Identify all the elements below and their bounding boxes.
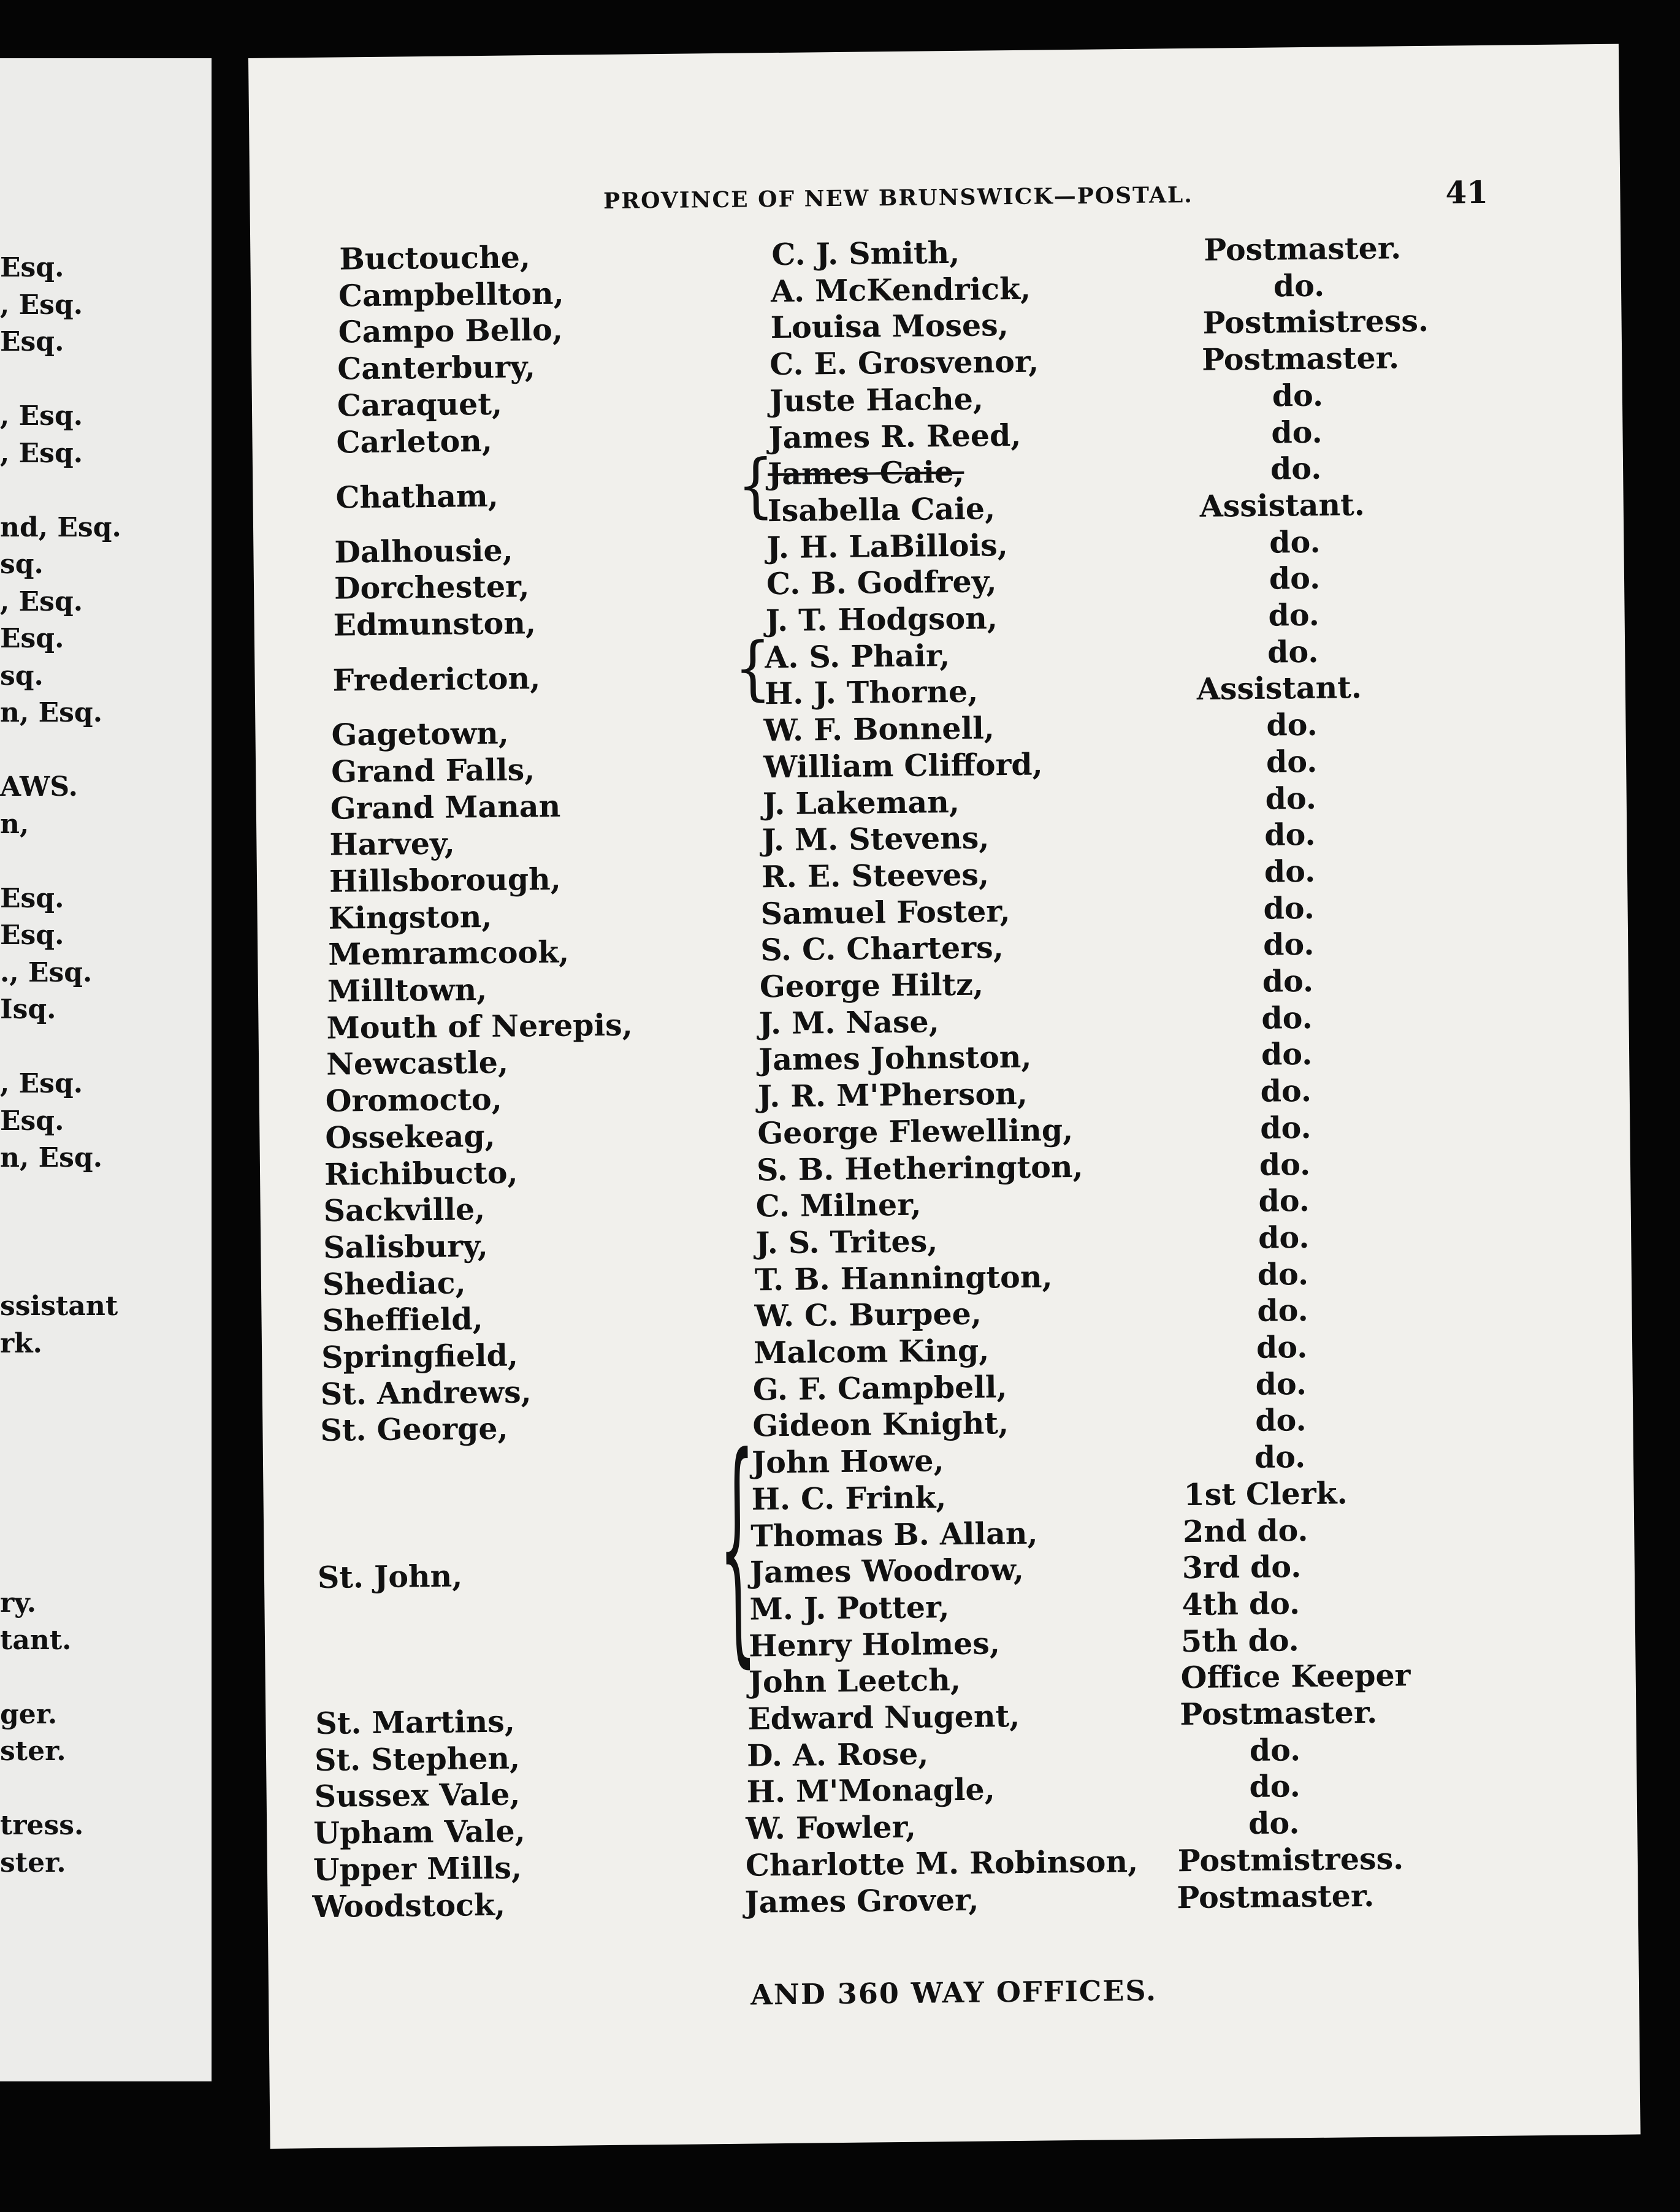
left-page-text: Esq. [0,882,64,914]
officer-name: J. Lakeman, [762,784,960,822]
officer-title: Office Keeper [1180,1657,1411,1696]
officer-title: do. [1261,1036,1313,1073]
left-page-text: n, [0,808,29,840]
officer-name: M. J. Potter, [749,1589,950,1627]
officer-title: do. [1249,1731,1301,1768]
place-name: St. Andrews, [320,1373,532,1412]
place-name: St. John, [317,1558,463,1595]
place-name: Milltown, [327,972,487,1009]
officer-name: James Johnston, [758,1039,1032,1078]
officer-name: J. H. LaBillois, [766,527,1009,565]
officer-name: Gideon Knight, [752,1405,1009,1444]
place-name: Gagetown, [331,715,510,753]
place-name: Sackville, [323,1191,486,1229]
left-page-text: sq. [0,549,44,580]
left-page-text: ., Esq. [0,956,93,988]
place-name: Dalhousie, [334,532,513,570]
page-number: 41 [1445,174,1489,211]
officer-title: 1st Clerk. [1183,1475,1348,1512]
place-name: Grand Falls, [330,751,535,790]
brace-icon: { [733,627,772,709]
officer-name: J. M. Stevens, [762,820,990,858]
officer-name: S. C. Charters, [760,929,1004,968]
officer-name: John Howe, [751,1443,944,1481]
officer-title: Postmaster. [1204,230,1402,268]
officer-name: Edward Nugent, [747,1698,1020,1737]
officer-title: do. [1273,267,1325,304]
place-name: Woodstock, [312,1886,506,1924]
left-page-text: , Esq. [0,585,83,617]
officer-name: Malcom King, [753,1332,990,1371]
officer-title: do. [1263,890,1315,926]
officer-title: do. [1248,1805,1300,1842]
place-name: Campo Bello, [338,312,563,350]
struck-name: James Caie, [767,454,964,492]
left-page-text: , Esq. [0,1068,83,1099]
place-name: Harvey, [329,825,456,863]
left-page-text: sq. [0,660,44,692]
officer-name: C. J. Smith, [771,234,960,273]
officer-name: Juste Hache, [769,381,984,419]
officer-name: Samuel Foster, [760,893,1010,931]
left-page-text: tant. [0,1624,72,1656]
officer-name: George Flewelling, [757,1112,1074,1151]
place-name: Dorchester, [334,568,530,606]
left-page-text: , Esq. [0,400,83,432]
officer-name: W. C. Burpee, [754,1295,982,1334]
officer-title: do. [1258,1183,1310,1219]
officer-title: do. [1260,1109,1312,1146]
officer-title: do. [1254,1439,1306,1476]
officer-title: 2nd do. [1182,1512,1308,1549]
officer-name: C. E. Grosvenor, [769,343,1039,383]
officer-name: Henry Holmes, [748,1625,1001,1664]
officer-title: do. [1255,1365,1307,1402]
place-name: Newcastle, [326,1045,509,1083]
place-name: Canterbury, [337,349,536,387]
place-name: Ossekeag, [325,1118,495,1156]
left-page-text: n, Esq. [0,697,103,728]
place-name: Carleton, [336,422,493,460]
officer-title: 5th do. [1180,1622,1299,1659]
left-page-text: Esq. [0,326,64,357]
place-name: Sheffield, [322,1301,483,1339]
place-name: Shediac, [322,1264,466,1302]
officer-name: D. A. Rose, [746,1736,929,1774]
officer-name: C. Milner, [755,1186,922,1224]
officer-name: Thomas B. Allan, [750,1515,1038,1554]
place-name: Mouth of Nerepis, [326,1007,633,1046]
officer-title: do. [1255,1402,1307,1439]
officer-name: R. E. Steeves, [761,856,990,895]
officer-title: Postmistress. [1202,303,1429,341]
place-name: Upham Vale, [313,1813,526,1852]
place-name: Upper Mills, [313,1850,522,1888]
left-page-text: , Esq. [0,289,83,321]
officer-title: do. [1257,1256,1309,1292]
left-page-text: , Esq. [0,437,83,469]
officer-title: do. [1267,633,1319,670]
brace-icon: { [736,444,775,526]
officer-name: C. B. Godfrey, [766,563,997,602]
officer-name: George Hiltz, [759,966,984,1005]
place-name: Richibucto, [324,1154,518,1192]
officer-title: do. [1272,377,1324,414]
officer-name: Charlotte M. Robinson, [745,1843,1139,1883]
officer-name: James Woodrow, [749,1552,1025,1590]
place-name: Fredericton, [332,660,541,699]
officer-title: do. [1271,414,1323,451]
officer-title: do. [1265,780,1317,817]
left-page-text: Esq. [0,1105,64,1137]
left-page-text: AWS. [0,771,78,803]
place-name: St. Martins, [315,1703,516,1742]
officer-title: do. [1266,706,1318,743]
officer-name: Isabella Caie, [767,490,996,529]
place-name: Buctouche, [339,239,531,277]
left-page-text: tress. [0,1810,84,1841]
officer-title: do. [1258,1219,1310,1256]
left-page-text: ster. [0,1847,66,1878]
left-page-text: ry. [0,1587,37,1619]
place-name: Grand Manan [330,788,561,826]
left-page-text: Isq. [0,994,56,1025]
officer-name: J. R. M'Pherson, [757,1075,1028,1115]
place-name: Hillsborough, [329,861,562,899]
officer-title: do. [1269,560,1321,597]
officer-title: do. [1249,1768,1301,1805]
officer-title: Postmaster. [1177,1877,1375,1915]
officer-name: A. S. Phair, [764,637,950,675]
left-page-text: rk. [0,1327,42,1359]
officer-name: H. M'Monagle, [746,1771,996,1810]
officer-name: James R. Reed, [768,417,1021,456]
place-name: St. George, [320,1411,508,1449]
officer-name: G. F. Campbell, [752,1368,1007,1408]
officer-title: 3rd do. [1182,1549,1302,1586]
officer-title: do. [1257,1292,1308,1329]
officer-name: H. J. Thorne, [764,673,979,712]
running-head: PROVINCE OF NEW BRUNSWICK—POSTAL. [603,181,1193,214]
officer-title: do. [1269,524,1321,560]
officer-title: do. [1261,999,1313,1036]
left-page-text: ster. [0,1736,66,1767]
officer-name: H. C. Frink, [751,1479,947,1517]
officer-title: Postmistress. [1177,1840,1404,1879]
place-name: Edmunston, [333,605,536,643]
officer-title: do. [1266,743,1318,780]
officer-name: William Clifford, [763,746,1043,785]
brace-icon: { [717,1404,758,1688]
footer-note: AND 360 WAY OFFICES. [750,1974,1158,2012]
officer-name: W. Fowler, [745,1809,917,1847]
officer-name: S. B. Hetherington, [756,1148,1083,1188]
officer-name: J. S. Trites, [755,1223,938,1261]
directory-page [248,44,1641,2149]
officer-name: Louisa Moses, [770,307,1009,346]
officer-title: do. [1262,963,1314,999]
place-name: Caraquet, [337,386,503,424]
place-name: Kingston, [328,898,492,936]
left-page-fragment [0,58,212,2081]
officer-title: 4th do. [1182,1585,1300,1623]
officer-name: A. McKendrick, [770,270,1031,309]
left-page-text: Esq. [0,252,64,283]
left-page-text: Esq. [0,623,64,654]
officer-title: do. [1264,853,1316,890]
place-name: St. Stephen, [314,1740,521,1778]
left-page-text: Esq. [0,920,64,951]
officer-title: do. [1268,597,1320,633]
officer-title: do. [1270,450,1322,487]
officer-name: James Grover, [744,1882,979,1920]
left-page-text: ger. [0,1698,58,1730]
officer-name: T. B. Hannington, [754,1258,1053,1298]
place-name: Chatham, [335,478,499,516]
place-name: Springfield, [321,1337,519,1375]
place-name: Salisbury, [323,1227,489,1265]
officer-title: Assistant. [1196,669,1362,707]
officer-title: Assistant. [1199,486,1365,524]
officer-name: John Leetch, [748,1662,961,1700]
officer-title: Postmaster. [1180,1694,1378,1733]
officer-name: J. M. Nase, [758,1003,940,1042]
place-name: Oromocto, [325,1081,503,1119]
officer-name: W. F. Bonnell, [763,710,995,749]
left-page-text: nd, Esq. [0,511,121,543]
place-name: Memramcook, [328,934,570,973]
officer-title: do. [1256,1329,1308,1365]
officer-name: J. T. Hodgson, [765,600,998,639]
officer-title: do. [1259,1146,1311,1183]
officer-title: Postmaster. [1201,340,1400,378]
officer-title: do. [1262,926,1315,963]
officer-title: do. [1260,1073,1312,1109]
place-name: Sussex Vale, [314,1776,521,1815]
place-name: Campbellton, [338,275,564,314]
left-page-text: ssistant [0,1291,118,1322]
officer-title: do. [1264,817,1316,853]
left-page-text: n, Esq. [0,1142,103,1173]
